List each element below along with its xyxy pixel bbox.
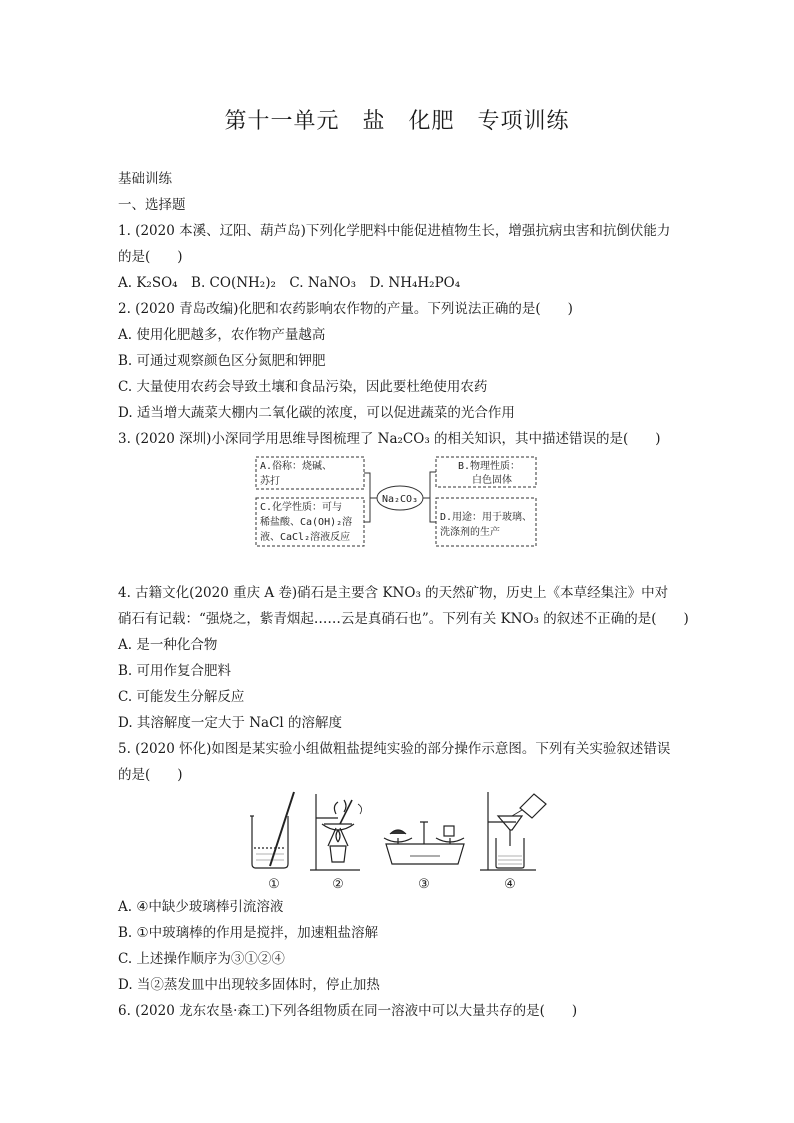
apparatus-label-1: ①	[268, 877, 280, 892]
q6-stem: 6. (2020 龙东农垦·森工)下列各组物质在同一溶液中可以大量共存的是( )	[118, 1003, 578, 1019]
mindmap-c-line2: 稀盐酸、Ca(OH)₂溶	[260, 517, 353, 528]
q4-stem-line1: 4. 古籍文化(2020 重庆 A 卷)硝石是主要含 KNO₃ 的天然矿物，历史上《本草经集注》中对	[118, 585, 669, 601]
mindmap-d-line1: D.用途：用于玻璃、	[440, 512, 533, 523]
mindmap-c-line3: 液、CaCl₂溶液反应	[260, 532, 351, 543]
q5-option-d: D. 当②蒸发皿中出现较多固体时，停止加热	[118, 977, 380, 993]
q4-stem-line2: 硝石有记载：“强烧之，紫青烟起……云是真硝石也”。下列有关 KNO₃ 的叙述不正确的是( )	[118, 611, 689, 627]
q5-option-a: A. ④中缺少玻璃棒引流溶液	[118, 899, 284, 915]
q4-option-a: A. 是一种化合物	[118, 637, 218, 653]
na2co3-mind-map	[250, 452, 542, 550]
apparatus-2-evaporation	[310, 794, 362, 870]
q2-stem: 2. (2020 青岛改编)化肥和农药影响农作物的产量。下列说法正确的是( )	[118, 301, 573, 317]
q4-option-d: D. 其溶解度一定大于 NaCl 的溶解度	[118, 715, 343, 731]
q5-option-c: C. 上述操作顺序为③①②④	[118, 951, 285, 967]
mindmap-center-label: Na₂CO₃	[381, 494, 419, 505]
mindmap-b-line1: B.物理性质：	[458, 461, 521, 472]
mindmap-a-line1: A.俗称：烧碱、	[260, 461, 333, 472]
apparatus-4-filtration	[480, 792, 546, 870]
salt-purification-apparatus	[240, 788, 556, 892]
mindmap-d-line2: 洗涤剂的生产	[440, 527, 500, 538]
apparatus-label-2: ②	[332, 877, 344, 892]
mindmap-c-line1: C.化学性质：可与	[260, 502, 343, 513]
apparatus-label-4: ④	[504, 877, 516, 892]
apparatus-1-beaker-stirring	[250, 792, 294, 868]
q2-option-b: B. 可通过观察颜色区分氮肥和钾肥	[118, 353, 326, 369]
q4-option-b: B. 可用作复合肥料	[118, 663, 232, 679]
q1-stem-line2: 的是( )	[118, 249, 183, 265]
q5-stem-line1: 5. (2020 怀化)如图是某实验小组做粗盐提纯实验的部分操作示意图。下列有关实验叙述错误	[118, 741, 671, 757]
q1-options: A. K₂SO₄ B. CO(NH₂)₂ C. NaNO₃ D. NH₄H₂PO₄	[118, 275, 461, 291]
q2-option-a: A. 使用化肥越多，农作物产量越高	[118, 327, 326, 343]
apparatus-3-balance	[384, 822, 464, 864]
apparatus-label-3: ③	[418, 877, 430, 892]
q3-stem: 3. (2020 深圳)小深同学用思维导图梳理了 Na₂CO₃ 的相关知识，其中描述错误的是( )	[118, 431, 661, 447]
mindmap-a-line2: 苏打	[260, 476, 280, 487]
q2-option-d: D. 适当增大蔬菜大棚内二氧化碳的浓度，可以促进蔬菜的光合作用	[118, 405, 515, 421]
mindmap-b-line2: 白色固体	[472, 475, 512, 486]
q4-option-c: C. 可能发生分解反应	[118, 689, 245, 705]
q2-option-c: C. 大量使用农药会导致土壤和食品污染，因此要杜绝使用农药	[118, 379, 488, 395]
section-heading: 基础训练	[118, 171, 172, 187]
q5-stem-line2: 的是( )	[118, 767, 183, 783]
q1-stem-line1: 1. (2020 本溪、辽阳、葫芦岛)下列化学肥料中能促进植物生长，增强抗病虫害和抗倒伏能力	[118, 223, 671, 239]
part-heading: 一、选择题	[118, 197, 186, 213]
q5-option-b: B. ①中玻璃棒的作用是搅拌，加速粗盐溶解	[118, 925, 379, 941]
page-title: 第十一单元 盐 化肥 专项训练	[224, 109, 570, 134]
